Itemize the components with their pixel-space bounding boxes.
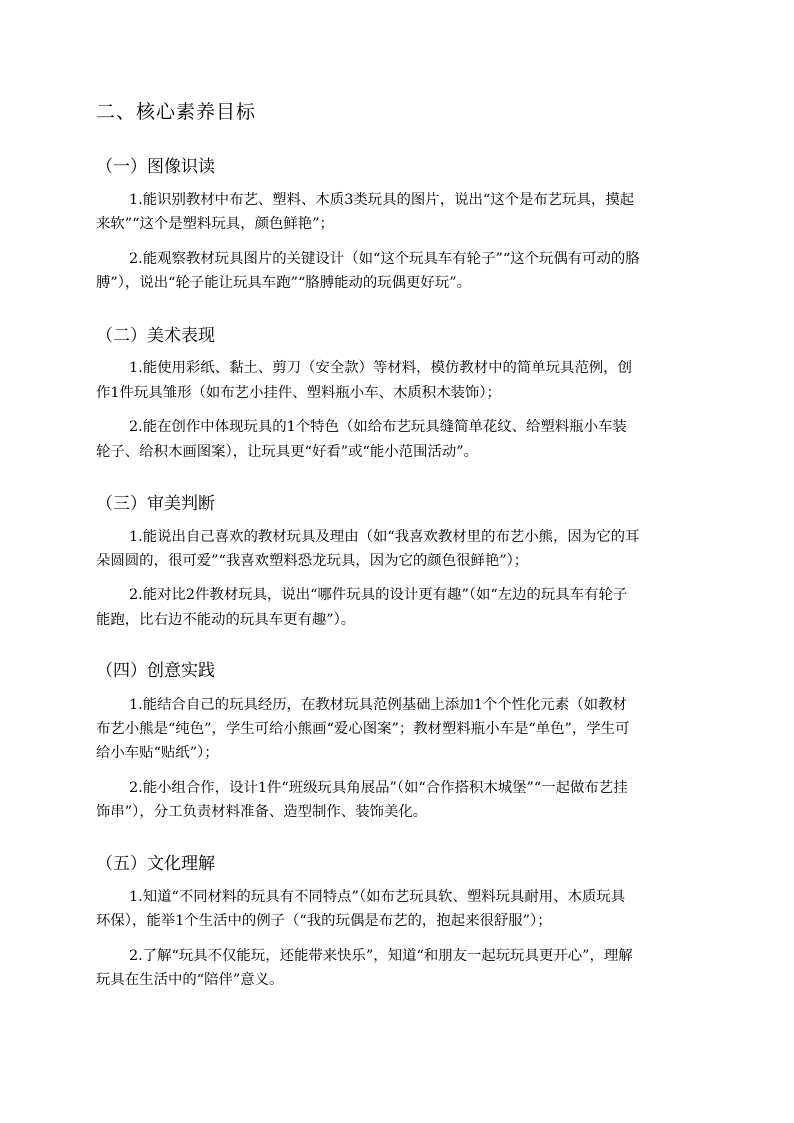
section-heading-5: （五）文化理解 — [96, 854, 215, 874]
paragraph-line: 轮子、给积木画图案），让玩具更“好看”或“能小范围活动”。 — [96, 444, 478, 460]
paragraph-line: 给小车贴“贴纸”）； — [96, 745, 219, 761]
paragraph-line: 饰串”），分工负责材料准备、造型制作、装饰美化。 — [96, 804, 428, 820]
paragraph-line: 1.能说出自己喜欢的教材玩具及理由（如“我喜欢教材里的布艺小熊，因为它的耳 — [129, 529, 640, 545]
paragraph-line: 2.能观察教材玩具图片的关键设计（如“这个玩具车有轮子”“这个玩偶有可动的胳 — [129, 251, 640, 267]
paragraph-line: 玩具在生活中的“陪伴”意义。 — [96, 972, 284, 988]
paragraph-line: 环保），能举1个生活中的例子（“我的玩偶是布艺的，抱起来很舒服”）； — [96, 913, 552, 929]
paragraph-line: 1.知道“不同材料的玩具有不同特点”（如布艺玩具软、塑料玩具耐用、木质玩具 — [129, 889, 626, 905]
paragraph-line: 1.能使用彩纸、黏土、剪刀（安全款）等材料，模仿教材中的简单玩具范例，创 — [129, 360, 633, 376]
section-heading-2: （二）美术表现 — [96, 326, 215, 346]
section-heading-1: （一）图像识读 — [96, 157, 215, 177]
paragraph-line: 2.了解“玩具不仅能玩，还能带来快乐”，知道“和朋友一起玩玩具更开心”，理解 — [129, 948, 633, 964]
paragraph-line: 2.能在创作中体现玩具的1个特色（如给布艺玩具缝简单花纹、给塑料瓶小车装 — [129, 419, 627, 435]
paragraph-line: 能跑，比右边不能动的玩具车更有趣”）。 — [96, 612, 356, 628]
paragraph-line: 作1件玩具雏形（如布艺小挂件、塑料瓶小车、木质积木装饰）； — [96, 385, 501, 401]
paragraph-line: 1.能识别教材中布艺、塑料、木质3类玩具的图片，说出“这个是布艺玩具，摸起 — [129, 192, 635, 208]
paragraph-line: 膊”），说出“轮子能让玩具车跑”“胳膊能动的玩偶更好玩”。 — [96, 275, 471, 291]
page-title: 二、核心素养目标 — [96, 101, 257, 123]
section-heading-3: （三）审美判断 — [96, 494, 215, 514]
paragraph-line: 1.能结合自己的玩具经历，在教材玩具范例基础上添加1个个性化元素（如教材 — [129, 697, 627, 713]
paragraph-line: 朵圆圆的，很可爱”“我喜欢塑料恐龙玩具，因为它的颜色很鲜艳”）； — [96, 553, 529, 569]
paragraph-line: 来软”“这个是塑料玩具，颜色鲜艳”； — [96, 216, 334, 232]
section-heading-4: （四）创意实践 — [96, 661, 215, 681]
paragraph-line: 2.能小组合作，设计1件“班级玩具角展品”（如“合作搭积木城堡”“一起做布艺挂 — [129, 780, 628, 796]
paragraph-line: 2.能对比2件教材玩具，说出“哪件玩具的设计更有趣”（如“左边的玩具车有轮子 — [129, 587, 628, 603]
paragraph-line: 布艺小熊是“纯色”，学生可给小熊画“爱心图案”；教材塑料瓶小车是“单色”，学生可 — [96, 721, 630, 737]
